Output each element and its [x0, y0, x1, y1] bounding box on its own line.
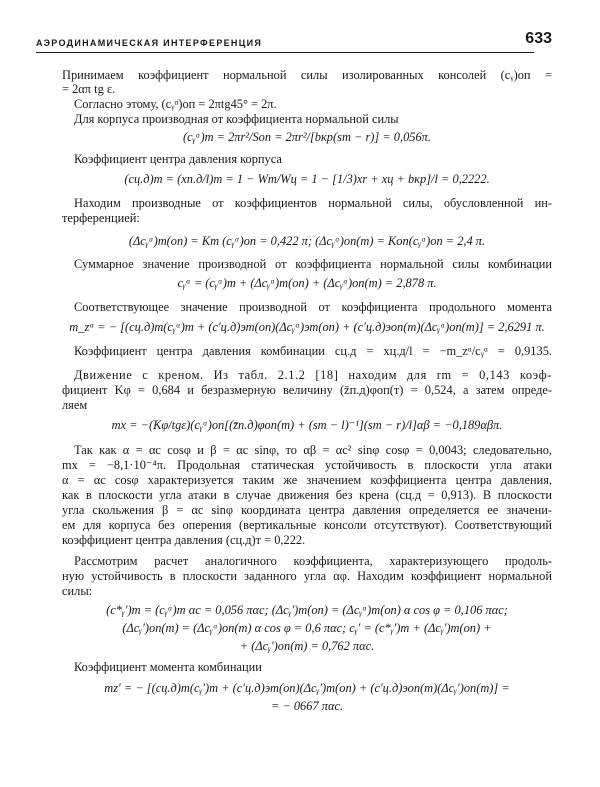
text-line: ем для корпуса без оперения (вертикальные консоли отсутствуют). Соответствующий — [62, 518, 552, 532]
equation: + (Δcᵧ′)оп(т) = 0,762 παc. — [239, 639, 375, 653]
text-line: коэффициент центра давления (cц.д)т = 0,222. — [62, 533, 306, 547]
equation: = − 0667 παc. — [270, 699, 344, 713]
text-line: Принимаем коэффициент нормальной силы изолированных консолей (cᵧ)оп = — [62, 68, 552, 82]
equation: mx = −(Kφ/tgε)(cᵧᵅ)оп[(z̄п.д)φоп(т) + (sm − l)⁻¹](sm − r)/l]αβ = −0,189αβπ. — [111, 418, 503, 432]
equation: cᵧᵅ = (cᵧᵅ)т + (Δcᵧᵅ)т(оп) + (Δcᵧᵅ)оп(т) = 2,878 π. — [177, 276, 437, 290]
equation: mz′ = − [(cц.д)т(cᵧ′)т + (c′ц.д)эт(оп)(Δcᵧ′)т(оп) + (c′ц.д)эоп(т)(Δcᵧ′)оп(т)] = — [104, 681, 510, 695]
text-line: Коэффициент момента комбинации — [74, 660, 262, 674]
running-head: АЭРОДИНАМИЧЕСКАЯ ИНТЕРФЕРЕНЦИЯ — [36, 38, 263, 48]
equation: (Δcᵧ′)оп(т) = (Δcᵧᵅ)оп(т) α cos φ = 0,6 παc; cᵧ′ = (c*ᵧ′)т + (Δcᵧ′)т(оп) + — [122, 621, 492, 635]
text-line: Суммарное значение производной от коэффициента нормальной силы комбинации — [74, 257, 552, 271]
text-line: Коэффициент центра давления комбинации cц.д = xц.д/l = −m_zᵅ/cᵧᵅ = 0,9135. — [74, 344, 552, 358]
text-line: ную устойчивость в плоскости заданного угла αφ. Находим коэффициент нормальной — [62, 569, 552, 583]
text-line: ляем — [62, 398, 88, 412]
text-line: как в плоскости угла атаки в случае движения без крена (cц.д = 0,913). В плоскости — [62, 488, 552, 502]
text-line: Коэффициент центра давления корпуса — [74, 152, 282, 166]
equation: (cц.д)т = (xп.д/l)т = 1 − Wт/Wц = 1 − [1/3)xr + xц + bкр]/l = 0,2222. — [124, 172, 490, 186]
text-line: фициент Kφ = 0,684 и безразмерную величину (z̄п.д)φоп(т) = 0,524, а затем опреде- — [62, 383, 552, 397]
page-number: 633 — [525, 30, 552, 47]
equation: (cᵧᵅ)т = 2πr²/Sоп = 2πr²/[bкр(sm − r)] = 0,056π. — [183, 130, 431, 144]
text-line: Так как α = αc cosφ и β = αc sinφ, то αβ = αc² sinφ cosφ = 0,0043; следовательно, — [74, 443, 552, 457]
equation: m_zᵅ = − [(cц.д)т(cᵧᵅ)т + (c′ц.д)эт(оп)(Δcᵧᵅ)эт(оп) + (c′ц.д)эоп(т)(Δcᵧᵅ)оп(т)] = 2,6291 π. — [69, 320, 545, 334]
text-line: Для корпуса производная от коэффициента нормальной силы — [74, 112, 399, 126]
text-line: угла скольжения β = αc sinφ координата центра давления определяется ее значени- — [62, 503, 552, 517]
text-line: Движение с креном. Из табл. 2.1.2 [18] находим для rm = 0,143 коэф- — [74, 368, 552, 382]
text-line: терференцией: — [62, 211, 140, 225]
text-line: = 2απ tg ε. — [62, 82, 116, 96]
text-line: Рассмотрим расчет аналогичного коэффициента, характеризующего продоль- — [74, 554, 552, 568]
text-line: α = αc cosφ характеризуется таким же значением коэффициента центра давления, — [62, 473, 552, 487]
text-line: Находим производные от коэффициентов нормальной силы, обусловленной ин- — [74, 196, 552, 210]
header-rule — [36, 52, 534, 53]
equation: (c*ᵧ′)т = (cᵧᵅ)т αc = 0,056 παc; (Δcᵧ′)т(оп) = (Δcᵧᵅ)т(оп) α cos φ = 0,106 παc; — [106, 603, 508, 617]
text-line: Согласно этому, (cᵧᵅ)оп = 2πtg45° = 2π. — [74, 97, 277, 111]
equation: (Δcᵧᵅ)т(оп) = Kт (cᵧᵅ)оп = 0,422 π; (Δcᵧᵅ)оп(т) = Kоп(cᵧᵅ)оп = 2,4 π. — [128, 234, 486, 248]
text-line: Соответствующее значение производной от коэффициента продольного момента — [74, 300, 552, 314]
text-line: силы: — [62, 584, 93, 598]
page-header — [36, 30, 552, 56]
text-line: mx = −8,1·10⁻⁴π. Продольная статическая устойчивость в плоскости угла атаки — [62, 458, 552, 472]
